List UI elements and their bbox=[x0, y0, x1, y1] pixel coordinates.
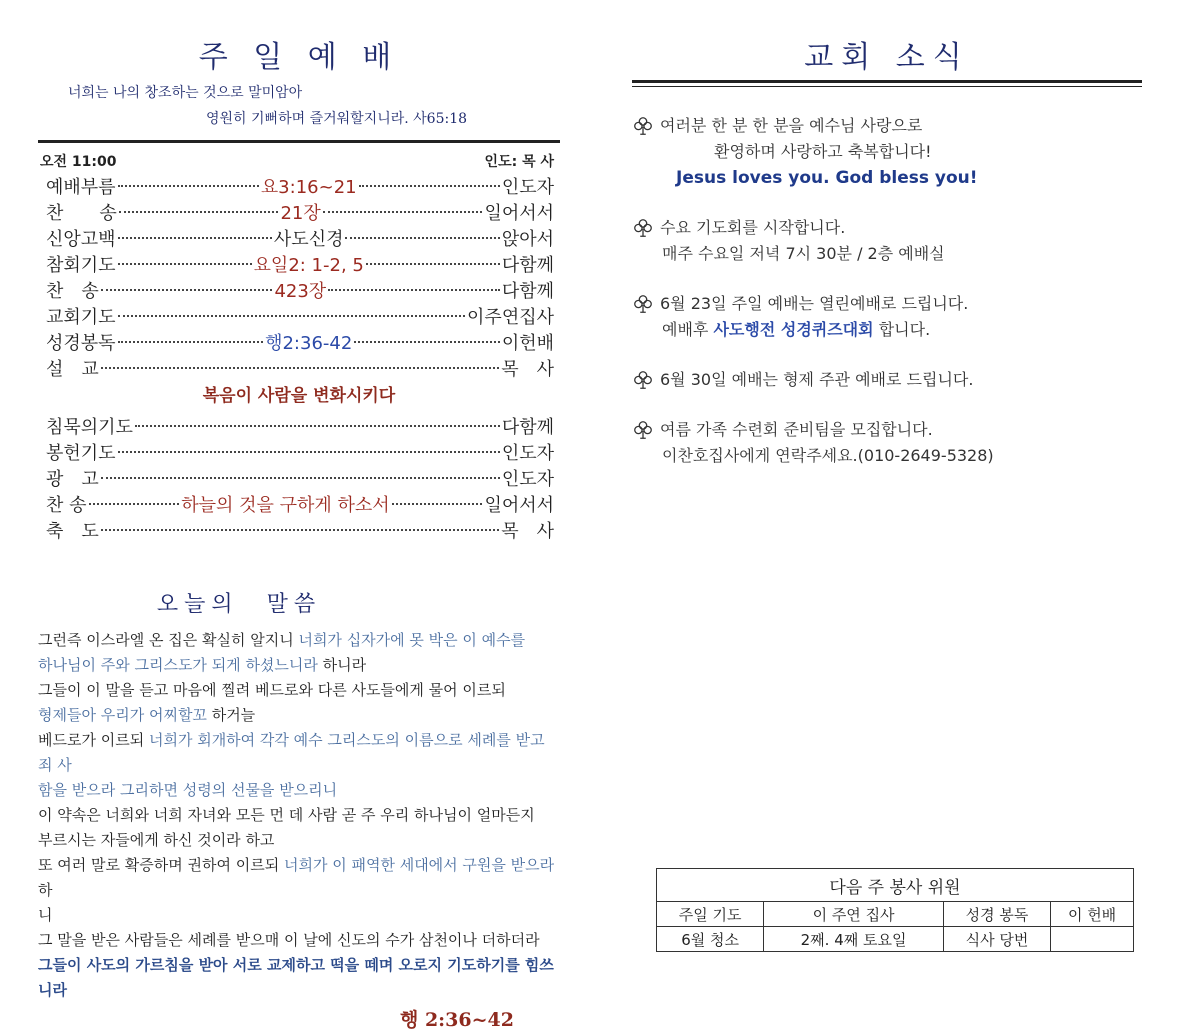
order-item-label: 교회기도 bbox=[46, 307, 116, 328]
order-of-worship bbox=[38, 173, 560, 381]
scripture-segment: 그런즉 이스라엘 온 집은 확실히 알지니 bbox=[38, 631, 299, 649]
order-row bbox=[46, 491, 554, 517]
dot-leader bbox=[323, 211, 483, 213]
news-item-text: 수요 기도회를 시작합니다. bbox=[660, 218, 846, 237]
order-item-person: 인도자 bbox=[501, 469, 554, 490]
duty-cell: 식사 당번 bbox=[943, 927, 1050, 952]
dot-leader bbox=[118, 341, 264, 343]
scripture-line bbox=[38, 678, 560, 703]
duty-cell bbox=[1051, 927, 1134, 952]
scripture-line bbox=[38, 803, 560, 828]
order-item-person: 인도자 bbox=[501, 177, 554, 198]
news-item-english: Jesus loves you. God bless you! bbox=[676, 168, 978, 188]
news-item-text: 여름 가족 수련회 준비팀을 모집합니다. bbox=[660, 420, 933, 439]
scripture-segment: 너희가 이 패역한 세대에서 구원을 받으라 bbox=[283, 856, 555, 874]
order-item-person: 다함께 bbox=[501, 417, 554, 438]
scripture-segment: 하니라 bbox=[317, 656, 367, 674]
scripture-line bbox=[38, 778, 560, 803]
scripture-line bbox=[38, 703, 560, 728]
clover-bullet-icon bbox=[632, 115, 654, 137]
order-row bbox=[46, 355, 554, 381]
scripture-segment: 그 말을 받은 사람들은 세례를 받으매 이 날에 신도의 수가 삼천이나 더하더라 bbox=[38, 931, 540, 949]
duty-cell: 2째. 4째 토요일 bbox=[764, 927, 944, 952]
order-item-label: 축 도 bbox=[46, 521, 99, 542]
scripture-segment: 함을 받으라 그리하면 성령의 선물을 받으리니 bbox=[38, 781, 338, 799]
order-item-detail: 21장 bbox=[280, 203, 321, 224]
dot-leader bbox=[118, 263, 252, 265]
dot-leader bbox=[119, 211, 279, 213]
order-item-person: 일어서서 bbox=[484, 203, 555, 224]
scripture-segment: 형제들아 우리가 어찌할꼬 bbox=[38, 706, 207, 724]
order-item-person: 목 사 bbox=[501, 521, 554, 542]
scripture-segment: 너희가 십자가에 못 박은 이 예수를 bbox=[298, 631, 526, 649]
duty-header-cell: 주일 기도 bbox=[657, 902, 764, 927]
scripture-line bbox=[38, 903, 560, 928]
order-item-label: 찬 송 bbox=[46, 281, 99, 302]
order-of-worship-after-sermon bbox=[38, 413, 560, 543]
order-row bbox=[46, 173, 554, 199]
order-row bbox=[46, 413, 554, 439]
news-list bbox=[632, 113, 1142, 469]
dot-leader bbox=[101, 477, 500, 479]
order-row bbox=[46, 225, 554, 251]
service-time-row bbox=[38, 151, 560, 171]
news-detail-highlight: 사도행전 성경퀴즈대회 bbox=[713, 320, 874, 339]
todays-word-title: 오늘의 말씀 bbox=[156, 592, 322, 617]
duty-data-row bbox=[657, 927, 1134, 952]
dot-leader bbox=[118, 237, 272, 239]
duty-header-cell: 이 헌배 bbox=[1051, 902, 1134, 927]
dot-leader bbox=[135, 425, 500, 427]
news-item bbox=[632, 367, 1142, 393]
scripture-line bbox=[38, 828, 560, 853]
dot-leader bbox=[392, 503, 483, 505]
news-item-headline bbox=[632, 417, 1142, 443]
order-row bbox=[46, 465, 554, 491]
clover-bullet-icon bbox=[632, 419, 654, 441]
clover-bullet-icon bbox=[632, 369, 654, 391]
scripture-segment: 너희가 회개하여 각각 예수 그리스도의 이름으로 세례를 받고 죄 사 bbox=[38, 731, 545, 774]
duty-cell: 6월 청소 bbox=[657, 927, 764, 952]
order-item-label: 봉헌기도 bbox=[46, 443, 116, 464]
news-column bbox=[632, 38, 1142, 493]
theme-verse-line1: 너희는 나의 창조하는 것으로 말미암아 bbox=[68, 85, 303, 101]
order-item-person: 다함께 bbox=[501, 255, 555, 276]
order-row bbox=[46, 517, 554, 543]
order-item-label: 참회기도 bbox=[46, 255, 116, 276]
order-item-detail: 요3:16~21 bbox=[260, 177, 357, 198]
dot-leader bbox=[118, 185, 259, 187]
order-row bbox=[46, 303, 554, 329]
order-item-detail: 423장 bbox=[274, 281, 327, 302]
scripture-line bbox=[38, 653, 560, 678]
next-week-duty-table bbox=[656, 868, 1134, 952]
order-row bbox=[46, 251, 554, 277]
order-item-person: 이주연집사 bbox=[467, 307, 554, 328]
news-item-detail: 매주 수요일 저녁 7시 30분 / 2층 예배실 bbox=[662, 244, 945, 263]
order-item-label: 성경봉독 bbox=[46, 333, 116, 354]
order-row bbox=[46, 439, 554, 465]
news-item-detail bbox=[632, 317, 1142, 343]
scripture-line bbox=[38, 928, 560, 953]
scripture-segment: 하 bbox=[38, 881, 53, 899]
order-item-detail: 사도신경 bbox=[273, 229, 344, 250]
order-item-person: 일어서서 bbox=[484, 495, 554, 516]
scripture-reference: 행 2:36~42 bbox=[399, 1009, 514, 1031]
order-item-label: 찬 송 bbox=[46, 495, 87, 516]
scripture-line bbox=[38, 628, 560, 653]
scripture-line bbox=[38, 728, 560, 778]
news-item-headline bbox=[632, 215, 1142, 241]
duty-header-cell: 성경 봉독 bbox=[943, 902, 1050, 927]
news-detail-post: 합니다. bbox=[873, 320, 931, 339]
news-item bbox=[632, 215, 1142, 267]
news-item-headline bbox=[632, 291, 1142, 317]
news-item bbox=[632, 113, 1142, 191]
news-item-headline bbox=[632, 113, 1142, 139]
order-item-person: 목 사 bbox=[501, 359, 554, 380]
dot-leader bbox=[118, 451, 500, 453]
dot-leader bbox=[101, 367, 499, 369]
order-item-label: 광 고 bbox=[46, 469, 99, 490]
news-item bbox=[632, 417, 1142, 469]
scripture-segment: 그들이 이 말을 듣고 마음에 찔려 베드로와 다른 사도들에게 물어 이르되 bbox=[38, 681, 506, 699]
news-item-detail: 이찬호집사에게 연락주세요.(010-2649-5328) bbox=[662, 446, 994, 465]
order-item-label: 침묵의기도 bbox=[46, 417, 133, 438]
sermon-title: 복음이 사람을 변화시키다 bbox=[202, 386, 396, 406]
clover-bullet-icon bbox=[632, 293, 654, 315]
scripture-line bbox=[38, 853, 560, 903]
news-item-text: 여러분 한 분 한 분을 예수님 사랑으로 bbox=[660, 116, 923, 135]
scripture-segment: 하거늘 bbox=[206, 706, 256, 724]
order-item-label: 설 교 bbox=[46, 359, 99, 380]
worship-title: 주 일 예 배 bbox=[198, 40, 400, 75]
dot-leader bbox=[118, 315, 465, 317]
order-item-label: 찬 송 bbox=[46, 203, 117, 224]
scripture-segment: 또 여러 말로 확증하며 권하여 이르되 bbox=[38, 856, 284, 874]
order-item-person: 앉아서 bbox=[501, 229, 555, 250]
order-row bbox=[46, 199, 554, 225]
order-item-person: 인도자 bbox=[501, 443, 554, 464]
scripture-line bbox=[38, 953, 560, 1003]
order-item-detail: 하늘의 것을 구하게 하소서 bbox=[181, 495, 390, 516]
scripture-segment: 부르시는 자들에게 하신 것이라 하고 bbox=[38, 831, 275, 849]
divider bbox=[38, 140, 560, 143]
service-time: 오전 11:00 bbox=[40, 154, 117, 170]
news-item bbox=[632, 291, 1142, 343]
duty-caption: 다음 주 봉사 위원 bbox=[657, 869, 1134, 902]
order-row bbox=[46, 277, 554, 303]
news-item-text: 6월 23일 주일 예배는 열린예배로 드립니다. bbox=[660, 294, 969, 313]
scripture-segment: 베드로가 이르되 bbox=[38, 731, 149, 749]
order-item-label: 예배부름 bbox=[46, 177, 116, 198]
news-title: 교회 소식 bbox=[804, 40, 970, 75]
dot-leader bbox=[359, 185, 500, 187]
order-item-detail: 행2:36-42 bbox=[265, 333, 353, 354]
order-item-label: 신앙고백 bbox=[46, 229, 116, 250]
dot-leader bbox=[345, 237, 499, 239]
scripture-segment: 니 bbox=[38, 906, 53, 924]
news-item-text: 6월 30일 예배는 형제 주관 예배로 드립니다. bbox=[660, 370, 974, 389]
clover-bullet-icon bbox=[632, 217, 654, 239]
scripture-text bbox=[38, 628, 560, 1003]
scripture-segment: 이 약속은 너희와 너희 자녀와 모든 먼 데 사람 곧 주 우리 하나님이 얼마든지 bbox=[38, 806, 535, 824]
order-item-person: 이헌배 bbox=[501, 333, 555, 354]
news-item-headline bbox=[632, 367, 1142, 393]
theme-verse-line2: 영원히 기뻐하며 즐거워할지니라. 사65:18 bbox=[206, 111, 468, 127]
news-item-detail: 환영하며 사랑하고 축복합니다! bbox=[714, 142, 932, 161]
dot-leader bbox=[354, 341, 500, 343]
dot-leader bbox=[366, 263, 500, 265]
dot-leader bbox=[101, 289, 273, 291]
dot-leader bbox=[89, 503, 180, 505]
duty-header-row bbox=[657, 902, 1134, 927]
dot-leader bbox=[101, 529, 499, 531]
order-row bbox=[46, 329, 554, 355]
dot-leader bbox=[328, 289, 500, 291]
order-item-detail: 요일2: 1-2, 5 bbox=[253, 255, 364, 276]
duty-header-cell: 이 주연 집사 bbox=[764, 902, 944, 927]
service-leader: 인도: 목 사 bbox=[484, 154, 554, 170]
news-detail-pre: 예배후 bbox=[662, 320, 714, 339]
news-divider bbox=[632, 80, 1142, 87]
scripture-segment: 그들이 사도의 가르침을 받아 서로 교제하고 떡을 떼며 오로지 기도하기를 힘쓰니라 bbox=[38, 956, 554, 999]
order-item-person: 다함께 bbox=[501, 281, 555, 302]
scripture-segment: 하나님이 주와 그리스도가 되게 하셨느니라 bbox=[38, 656, 318, 674]
worship-column bbox=[38, 38, 560, 1032]
